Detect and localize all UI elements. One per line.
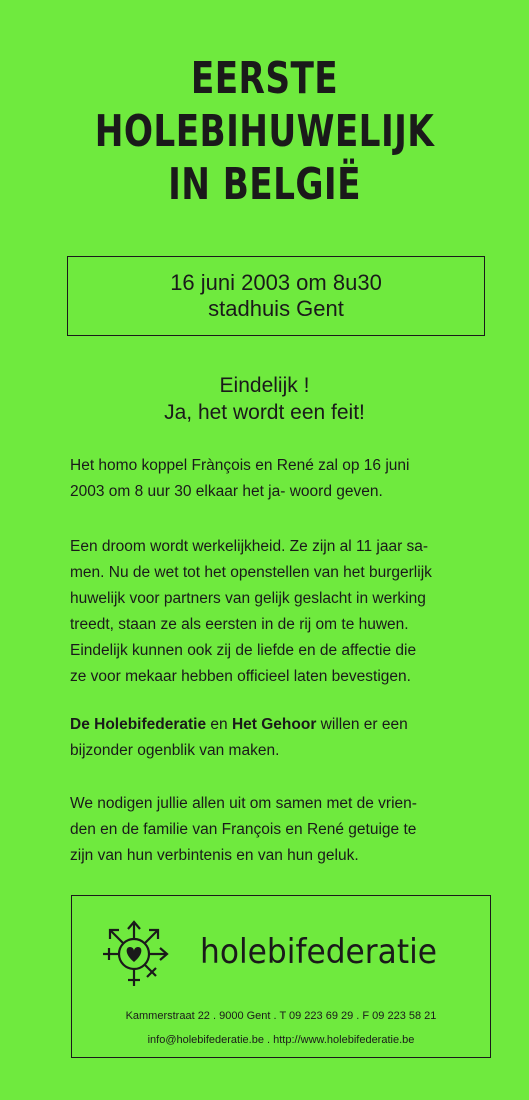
title-line-1: EERSTE	[190, 53, 339, 104]
paragraph-announcement	[70, 453, 470, 505]
paragraph-text: willen er een	[316, 716, 408, 733]
gender-symbols-heart-icon	[94, 914, 174, 994]
paragraph-line: bijzonder ogenblik van maken.	[70, 742, 280, 759]
paragraph-invitation	[70, 791, 470, 869]
paragraph-line: ze voor mekaar hebben officieel laten bevestigen.	[70, 668, 411, 685]
paragraph-line: treedt, staan ze als eersten in de rij om te huwen.	[70, 616, 409, 633]
paragraph-organizers	[70, 712, 470, 764]
event-date-box	[67, 256, 485, 336]
headline	[0, 372, 529, 426]
headline-line-1: Eindelijk !	[219, 374, 310, 397]
paragraph-line: zijn van hun verbintenis en van hun geluk.	[70, 847, 359, 864]
paragraph-line	[70, 712, 470, 738]
paragraph-line: We nodigen jullie allen uit om samen met de vrien-	[70, 795, 417, 812]
headline-line-2: Ja, het wordt een feit!	[164, 401, 365, 424]
page-title	[58, 52, 471, 211]
paragraph-line: 2003 om 8 uur 30 elkaar het ja- woord geven.	[70, 483, 383, 500]
paragraph-line: huwelijk voor partners van gelijk geslacht in werking	[70, 590, 426, 607]
org-holebifederatie: De Holebifederatie	[70, 716, 207, 733]
paragraph-line: Eindelijk kunnen ook zij de liefde en de affectie die	[70, 642, 417, 659]
event-date: 16 juni 2003 om 8u30	[170, 270, 382, 295]
footer-contact: info@holebifederatie.be . http://www.holebifederatie.be	[147, 1034, 415, 1046]
paragraph-line: Het homo koppel Frànçois en René zal op 16 juni	[70, 457, 410, 474]
conjunction: en	[206, 716, 232, 733]
paragraph-line: Een droom wordt werkelijkheid. Ze zijn al 11 jaar sa-	[70, 538, 429, 555]
title-line-2: HOLEBIHUWELIJK	[94, 106, 435, 157]
event-place: stadhuis Gent	[208, 296, 344, 321]
paragraph-line: men. Nu de wet tot het openstellen van het burgerlijk	[70, 564, 432, 581]
title-line-3: IN BELGIË	[168, 159, 361, 210]
org-het-gehoor: Het Gehoor	[231, 716, 317, 733]
footer-box	[71, 895, 491, 1058]
brand-name: holebifederatie	[200, 932, 438, 972]
footer-address: Kammerstraat 22 . 9000 Gent . T 09 223 69 29 . F 09 223 58 21	[125, 1010, 437, 1022]
paragraph-line: den en de familie van François en René getuige te	[70, 821, 417, 838]
paragraph-story	[70, 534, 470, 690]
